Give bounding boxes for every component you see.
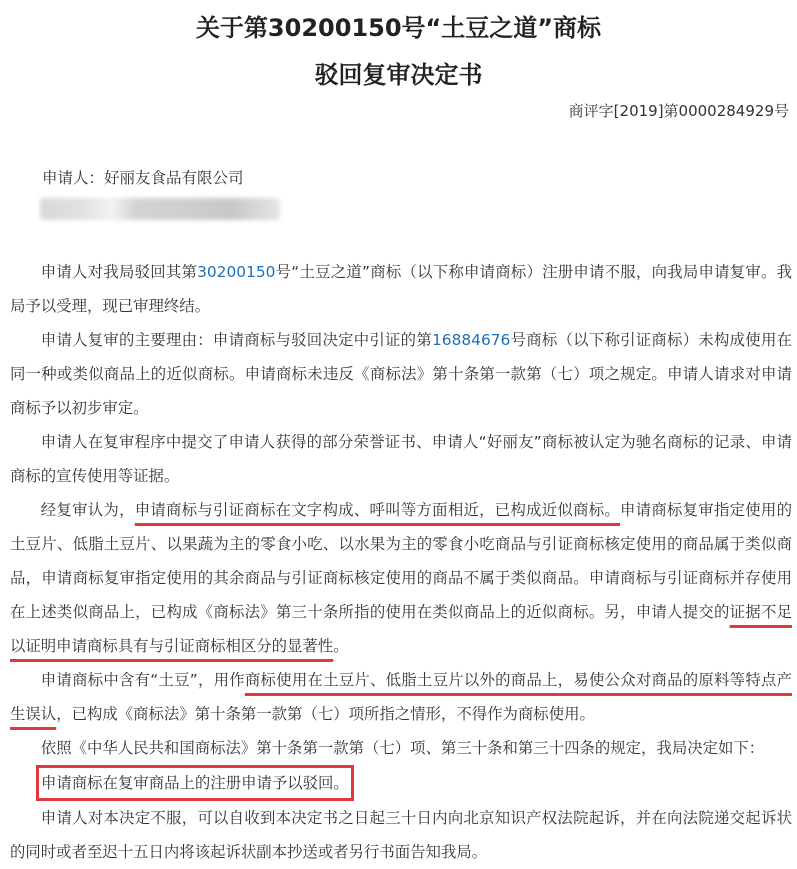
document-number: 商评字[2019]第0000284929号 [568, 102, 789, 120]
highlight-underline-1: 申请商标与引证商标在文字构成、呼叫等方面相近，已构成近似商标。 [134, 501, 621, 519]
p5-text-b: ，已构成《商标法》第十条第一款第（七）项所指之情形，不得作为商标使用。 [56, 705, 595, 723]
paragraph-7: 申请人对本决定不服，可以自收到本决定书之日起三十日内向北京知识产权法院起诉，并在向法院递交起诉状的同时或者至迟十五日内将该起诉状副本抄送或者另行书面告知我局。 [10, 809, 792, 861]
applicant-line: 申请人：好丽友食品有限公司 [42, 169, 244, 187]
document-title: 关于第30200150号“土豆之道”商标 [195, 14, 602, 42]
p1-text-b: 号“土豆之道”商标（以下称申请商标）注册申请不服，向我局申请复审。我局予以受理，现已审理终结。 [10, 263, 792, 315]
p4-text-c: 。 [333, 637, 349, 655]
p4-text-b: 申请商标复审指定使用的土豆片、低脂土豆片、以果蔬为主的零食小吃、以水果为主的零食小吃商品与引证商标核定使用的商品属于类似商品，申请商标复审指定使用的其余商品与引证商标核定使用的商品不属于类似商品。申请商标与引证商标并存使用在上述类似商品上，已构成《商标法》第三十条所指的使用在类似商品上的近似商标。另，申请人提交的 [10, 501, 792, 621]
paragraph-2 [10, 323, 792, 425]
paragraph-3: 申请人在复审程序中提交了申请人获得的部分荣誉证书、申请人“好丽友”商标被认定为驰名商标的记录、申请商标的宣传使用等证据。 [10, 433, 792, 485]
decision-highlight-box: 申请商标在复审商品上的注册申请予以驳回。 [36, 765, 354, 801]
redacted-address [40, 198, 280, 220]
p2-text-b: 号商标（以下称引证商标）未构成使用在同一种或类似商品上的近似商标。申请商标未违反《商标法》第十条第一款第（七）项之规定。申请人请求对申请商标予以初步审定。 [10, 331, 792, 417]
document-subtitle: 驳回复审决定书 [314, 61, 483, 89]
cited-trademark-link[interactable]: 16884676 [431, 331, 511, 349]
p5-text-a: 申请商标中含有“土豆”，用作 [40, 671, 245, 689]
paragraph-5 [10, 663, 792, 731]
trademark-number-link[interactable]: 30200150 [197, 263, 276, 281]
paragraph-1 [10, 255, 792, 323]
document-body [10, 255, 792, 869]
highlight-underline-3: 商标使用在土豆片、低脂土豆片以外的商品上，易使公众对商品的原料等特点产生误认 [10, 671, 792, 723]
p2-text-a: 申请人复审的主要理由：申请商标与驳回决定中引证的第 [40, 331, 432, 349]
paragraph-6: 依照《中华人民共和国商标法》第十条第一款第（七）项、第三十条和第三十四条的规定，我局决定如下： [40, 739, 765, 757]
decision-paragraph [10, 765, 792, 801]
p1-text-a: 申请人对我局驳回其第 [40, 263, 198, 281]
highlight-underline-2: 证据不足以证明申请商标具有与引证商标相区分的显著性 [10, 603, 792, 655]
paragraph-4 [10, 493, 792, 663]
p4-text-a: 经复审认为， [40, 501, 135, 519]
